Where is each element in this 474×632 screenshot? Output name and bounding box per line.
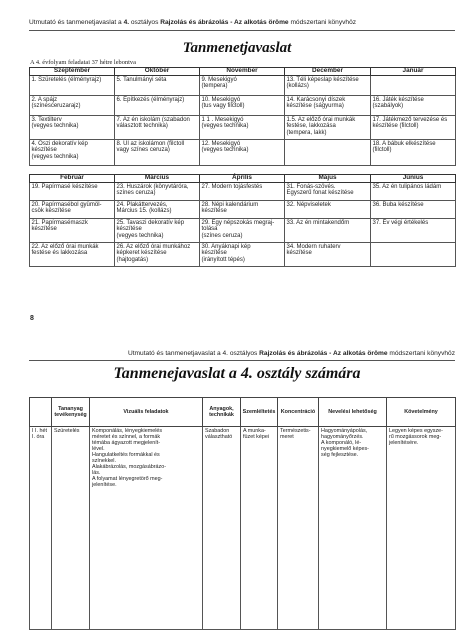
header-divider [29,360,455,361]
lesson-cell: 5. Tanulmányi séta [115,76,200,96]
second-running-header [29,350,455,357]
running-header [29,19,455,26]
lesson-cell: 32. Népviseletek [285,201,371,219]
lesson-cell: 19. Papírmasé készítése [30,183,115,201]
lesson-cell: 8. Ul az iskolámon (filctoll vagy színes ceruza) [115,140,200,166]
lesson-cell: 27. Modern tojásfestés [200,183,285,201]
lesson-cell: 36. Buba készítése [371,201,456,219]
header-text-mid: osztályos [129,19,161,26]
table-row [30,243,456,267]
lesson-cell: 28. Népi kalendárium készítése [200,201,285,219]
lesson-cell [371,243,456,267]
table-row [30,96,456,116]
column-header: Koncentráció [278,398,319,427]
table-row [30,116,456,140]
table-row [30,183,456,201]
month-header: November [200,68,285,76]
column-header: Szemléltetés [241,398,278,427]
lesson-cell: 26. Az előző órai munkához képkeret készítése (hajtogatás) [115,243,200,267]
header-text: Útmutató és tanmenetjavaslat a [29,19,124,26]
illustration-cell: A munka- füzet képei [241,427,278,630]
lesson-cell: 1. Szüretelés (élményrajz) [30,76,115,96]
lesson-cell: 25. Tavaszi dekoratív kép készítése (vegyes technika) [115,219,200,243]
table-row [30,219,456,243]
lesson-cell [371,76,456,96]
lesson-cell: 7. Az én iskolám (szabadon választott technika) [115,116,200,140]
month-header: Január [371,68,456,76]
spring-schedule-table [29,174,456,267]
lesson-cell: 20. Papírmasébol gyümöl- csök készítése [30,201,115,219]
month-header: Október [115,68,200,76]
plan-subtitle: A 4. évfolyam feladatai 37 hétre lebontva [30,59,136,66]
column-header: Követelmény [387,398,456,427]
month-header: Március [115,175,200,183]
lesson-cell: 10. Mesekigyó (tus vagy filctoll) [200,96,285,116]
header-book-title: Rajzolás és ábrázolás - Az alkotás öröme [160,19,289,26]
lesson-cell: 30. Anyáknapi kép készítése (irányított tépés) [200,243,285,267]
lesson-cell: 21. Papírmasémaszk készítése [30,219,115,243]
topic-cell: Szüretelés [52,427,90,630]
visual-tasks-cell: Komponálás, lényegkiemelés méretet és színnel, a formák témába ágyazott megjelenít- lével. Hangulatkeltés formákkal és színekkel. Alakábrázolás, mozgásábrázo- lás. A folyamat lényegretörő meg- jelenítése. [90,427,203,630]
lesson-cell: 17. Játékmező tervezése és készítése (filctoll) [371,116,456,140]
lesson-cell: 6. Építkezés (élményrajz) [115,96,200,116]
lesson-cell: 1.5. Az előző órai munkák festése, lakkozása (tempera, lakk) [285,116,371,140]
month-header: Február [30,175,115,183]
table-row [30,201,456,219]
lesson-cell: 4. Őszi dekoratív kép készítése (vegyes technika) [30,140,115,166]
lesson-cell: 9. Mesekigyó (tempera) [200,76,285,96]
month-header: December [285,68,371,76]
lesson-cell: 37. Év végi értékelés [371,219,456,243]
month-header: Május [285,175,371,183]
education-cell: Hagyományápolás, hagyományőrzés. A komponáló, lé- nyegkiemelő képes- ség fejlesztése. [319,427,387,630]
lesson-cell: 35. Az én tulipános ládám [371,183,456,201]
second-title: Tanmenejavaslat a 4. osztály számára [113,365,361,382]
table-row [30,427,456,630]
header-divider [29,30,455,31]
month-header: Április [200,175,285,183]
lesson-cell [285,140,371,166]
header-text: Útmutató és tanmenetjavaslat a 4. osztályos [127,350,260,357]
week-cell: I I. hét I. óra [30,427,52,630]
autumn-schedule-table [29,67,456,166]
lesson-plan-table [29,397,456,630]
lesson-cell: 3. Textilterv (vegyes technika) [30,116,115,140]
column-header: Anyagok, technikák [203,398,241,427]
plan-title: Tanmenetjavaslat [182,40,292,56]
table-row [30,76,456,96]
lesson-cell: 23. Huszárok (könyvtáróra, színes ceruza) [115,183,200,201]
lesson-cell: 29. Egy népszokás megraj- tolása (színes ceruza) [200,219,285,243]
header-text-end: módszertani könyvhöz [288,19,357,26]
table-row [30,140,456,166]
month-header: Szeptember [30,68,115,76]
month-header: Június [371,175,456,183]
materials-cell: Szabadon választható [203,427,241,630]
column-header [30,398,52,427]
spring-month-header-row [30,175,456,183]
column-header: Vizuális feladatok [90,398,203,427]
autumn-month-header-row [30,68,456,76]
lesson-cell: 22. Az előző órai munkák festése és lakkozása [30,243,115,267]
lesson-cell: 34. Modern ruhaterv készítése [285,243,371,267]
lesson-cell: 14. Karácsonyi díszek készítése (ságyurma) [285,96,371,116]
lesson-cell: 33. Az én mintakendőm [285,219,371,243]
column-header: Tananyag tevékenység [52,398,90,427]
requirement-cell: Legyen képes egysze- rű mozgássorok meg- jelenítésére. [387,427,456,630]
page-number: 8 [30,315,34,322]
lesson-cell: 31. Fonás-szövés. Egyszerű fonat készítése [285,183,371,201]
lesson-cell: 2. A spájz (színesceruzarajz) [30,96,115,116]
lesson-cell: 12. Mesekigyó (vegyes technika) [200,140,285,166]
lesson-cell: 13. Téli képeslap készítése (kollázs) [285,76,371,96]
lesson-cell: 18. A bábuk elkészítése (filctoll) [371,140,456,166]
header-book-title: Rajzolás és ábrázolás - Az alkotás öröme [259,350,388,357]
header-grade: 4. [123,19,130,26]
plan-header-row [30,398,456,427]
lesson-cell: 1 1 . Mesekigyó (vegyes technika) [200,116,285,140]
concentration-cell: Természetis- meret [278,427,319,630]
header-text-end: módszertani könyvhöz [387,350,455,357]
lesson-cell: 24. Plakáttervezés, Március 15. (kollázs) [115,201,200,219]
column-header: Nevelési lehetőség [319,398,387,427]
lesson-cell: 16. Játék készítése (szabályok) [371,96,456,116]
